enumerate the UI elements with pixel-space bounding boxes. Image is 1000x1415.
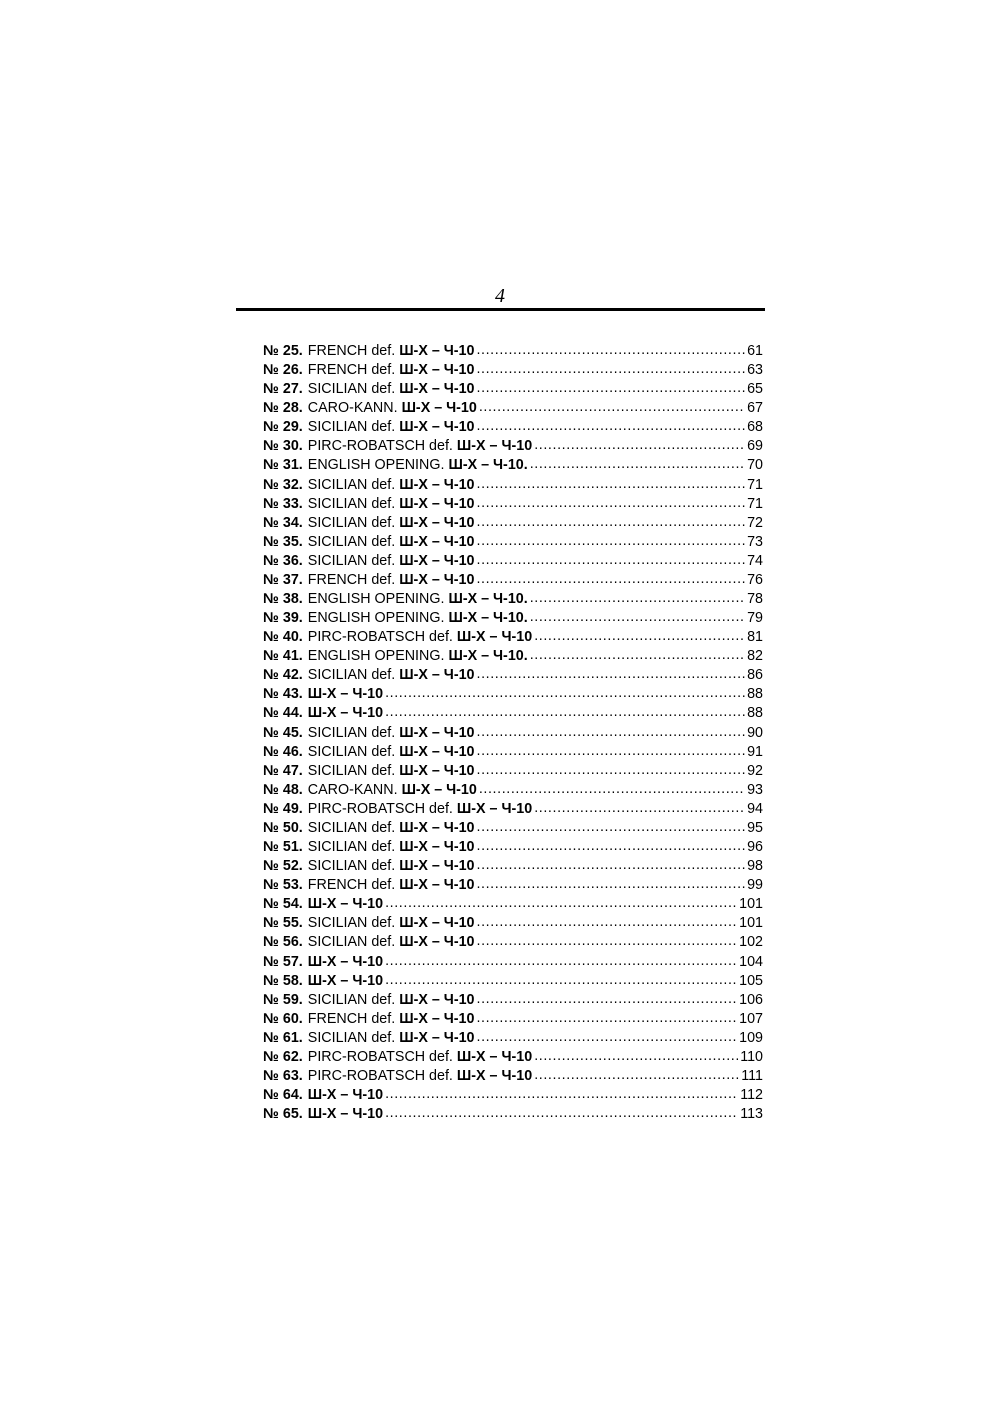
entry-number: № 36. — [263, 552, 303, 569]
dot-leader — [534, 627, 745, 646]
dot-leader — [477, 818, 746, 837]
entry-number: № 38. — [263, 591, 303, 608]
toc-entry[interactable] — [263, 361, 763, 380]
dot-leader — [477, 723, 746, 742]
entry-number: № 62. — [263, 1048, 303, 1065]
dot-leader — [530, 589, 745, 608]
entry-opening: SICILIAN def. — [307, 819, 396, 836]
dot-leader — [385, 1104, 738, 1123]
entry-players: Ш-Х – Ч-10 — [401, 781, 477, 798]
entry-opening: PIRC-ROBATSCH def. — [307, 438, 453, 455]
entry-number: № 30. — [263, 438, 303, 455]
dot-leader — [534, 799, 745, 818]
toc-entry[interactable] — [263, 437, 763, 456]
toc-entry[interactable] — [263, 762, 763, 781]
dot-leader — [477, 913, 738, 932]
entry-number: № 49. — [263, 800, 303, 817]
dot-leader — [476, 1009, 737, 1028]
dot-leader — [477, 1028, 738, 1047]
toc-entry[interactable] — [263, 1105, 763, 1124]
toc-entry[interactable] — [263, 533, 763, 552]
entry-number: № 43. — [263, 686, 303, 703]
entry-players: Ш-Х – Ч-10 — [399, 571, 475, 588]
dot-leader — [477, 513, 746, 532]
page-number: 4 — [495, 285, 505, 307]
entry-page-number: 63 — [747, 362, 763, 379]
entry-page-number: 112 — [740, 1087, 763, 1104]
entry-opening: SICILIAN def. — [307, 991, 396, 1008]
entry-number: № 41. — [263, 648, 303, 665]
entry-page-number: 81 — [747, 629, 763, 646]
entry-players: Ш-Х – Ч-10 — [399, 762, 475, 779]
entry-page-number: 107 — [739, 1010, 763, 1027]
entry-opening: PIRC-ROBATSCH def. — [307, 800, 453, 817]
entry-opening: SICILIAN def. — [307, 915, 396, 932]
entry-page-number: 88 — [747, 686, 763, 703]
entry-page-number: 88 — [747, 705, 763, 722]
toc-entry[interactable] — [263, 552, 763, 571]
entry-page-number: 68 — [747, 419, 763, 436]
dot-leader — [385, 703, 745, 722]
toc-entry[interactable] — [263, 895, 763, 914]
entry-players: Ш-Х – Ч-10 — [456, 800, 533, 817]
dot-leader — [476, 341, 745, 360]
dot-leader — [477, 837, 746, 856]
entry-players: Ш-Х – Ч-10 — [399, 343, 475, 359]
entry-opening: SICILIAN def. — [307, 476, 396, 493]
dot-leader — [477, 532, 746, 551]
entry-page-number: 86 — [747, 667, 763, 684]
toc-entry[interactable] — [263, 724, 763, 743]
entry-players: Ш-Х – Ч-10. — [448, 648, 528, 665]
entry-opening: SICILIAN def. — [307, 495, 396, 512]
entry-number: № 44. — [263, 705, 303, 722]
entry-players: Ш-Х – Ч-10 — [399, 552, 475, 569]
toc-entry[interactable] — [263, 609, 763, 628]
entry-page-number: 98 — [747, 858, 763, 875]
entry-players: Ш-Х – Ч-10 — [399, 819, 475, 836]
entry-page-number: 73 — [747, 533, 763, 550]
entry-players: Ш-Х – Ч-10 — [399, 667, 475, 684]
entry-number: № 58. — [263, 972, 303, 989]
entry-players: Ш-Х – Ч-10 — [307, 686, 384, 703]
entry-number: № 46. — [263, 743, 303, 760]
entry-players: Ш-Х – Ч-10. — [448, 591, 528, 608]
entry-opening: SICILIAN def. — [307, 743, 396, 760]
entry-players: Ш-Х – Ч-10 — [399, 495, 475, 512]
toc-entry[interactable] — [263, 590, 763, 609]
toc-entry[interactable] — [263, 647, 763, 666]
entry-number: № 34. — [263, 514, 303, 531]
entry-number: № 25. — [263, 343, 303, 359]
entry-page-number: 106 — [739, 991, 763, 1008]
entry-page-number: 74 — [747, 552, 763, 569]
toc-entry[interactable] — [263, 1029, 763, 1048]
toc-entry[interactable] — [263, 800, 763, 819]
entry-opening: PIRC-ROBATSCH def. — [307, 1048, 453, 1065]
table-of-contents — [263, 342, 763, 1124]
entry-page-number: 109 — [739, 1029, 763, 1046]
entry-opening: SICILIAN def. — [307, 724, 396, 741]
toc-entry[interactable] — [263, 495, 763, 514]
entry-players: Ш-Х – Ч-10 — [307, 953, 384, 970]
entry-players: Ш-Х – Ч-10 — [307, 705, 384, 722]
toc-entry[interactable] — [263, 399, 763, 418]
entry-number: № 31. — [263, 457, 303, 474]
entry-opening: CARO-KANN. — [307, 400, 398, 417]
entry-number: № 50. — [263, 819, 303, 836]
entry-opening: PIRC-ROBATSCH def. — [307, 1067, 453, 1084]
toc-entry[interactable] — [263, 1067, 763, 1086]
entry-players: Ш-Х – Ч-10 — [399, 743, 475, 760]
entry-number: № 29. — [263, 419, 303, 436]
toc-entry[interactable] — [263, 704, 763, 723]
dot-leader — [477, 932, 738, 951]
entry-page-number: 91 — [747, 743, 763, 760]
entry-page-number: 67 — [747, 400, 763, 417]
entry-players: Ш-Х – Ч-10 — [307, 896, 384, 913]
entry-page-number: 104 — [739, 953, 763, 970]
entry-number: № 27. — [263, 381, 303, 398]
toc-entry[interactable] — [263, 456, 763, 475]
entry-opening: FRENCH def. — [307, 1010, 396, 1027]
entry-number: № 47. — [263, 762, 303, 779]
entry-players: Ш-Х – Ч-10 — [456, 629, 533, 646]
toc-entry[interactable] — [263, 914, 763, 933]
toc-entry[interactable] — [263, 1010, 763, 1029]
entry-number: № 55. — [263, 915, 303, 932]
toc-entry[interactable] — [263, 514, 763, 533]
entry-opening: SICILIAN def. — [307, 858, 396, 875]
toc-entry[interactable] — [263, 418, 763, 437]
entry-page-number: 93 — [747, 781, 763, 798]
dot-leader — [534, 436, 745, 455]
entry-page-number: 69 — [747, 438, 763, 455]
toc-entry[interactable] — [263, 1048, 763, 1067]
entry-page-number: 101 — [739, 896, 763, 913]
entry-players: Ш-Х – Ч-10 — [307, 1087, 384, 1104]
entry-page-number: 61 — [747, 343, 763, 359]
entry-page-number: 94 — [747, 800, 763, 817]
toc-entry[interactable] — [263, 571, 763, 590]
toc-entry[interactable] — [263, 342, 763, 361]
dot-leader — [534, 1047, 738, 1066]
entry-players: Ш-Х – Ч-10 — [399, 877, 475, 894]
entry-opening: SICILIAN def. — [307, 1029, 396, 1046]
entry-number: № 28. — [263, 400, 303, 417]
toc-entry[interactable] — [263, 476, 763, 495]
entry-number: № 53. — [263, 877, 303, 894]
entry-number: № 37. — [263, 571, 303, 588]
entry-players: Ш-Х – Ч-10 — [307, 1106, 384, 1123]
entry-page-number: 101 — [739, 915, 763, 932]
entry-number: № 56. — [263, 934, 303, 951]
entry-players: Ш-Х – Ч-10 — [456, 1067, 533, 1084]
entry-page-number: 78 — [747, 591, 763, 608]
toc-entry[interactable] — [263, 972, 763, 991]
entry-number: № 60. — [263, 1010, 303, 1027]
entry-number: № 26. — [263, 362, 303, 379]
entry-players: Ш-Х – Ч-10 — [399, 476, 475, 493]
toc-entry[interactable] — [263, 991, 763, 1010]
entry-number: № 59. — [263, 991, 303, 1008]
entry-page-number: 105 — [739, 972, 763, 989]
entry-page-number: 71 — [747, 476, 763, 493]
entry-page-number: 72 — [747, 514, 763, 531]
dot-leader — [385, 952, 737, 971]
entry-players: Ш-Х – Ч-10 — [399, 533, 475, 550]
entry-players: Ш-Х – Ч-10 — [399, 381, 475, 398]
entry-opening: SICILIAN def. — [307, 839, 396, 856]
toc-entry[interactable] — [263, 876, 763, 895]
entry-players: Ш-Х – Ч-10. — [448, 457, 528, 474]
entry-page-number: 65 — [747, 381, 763, 398]
entry-number: № 57. — [263, 953, 303, 970]
dot-leader — [477, 417, 746, 436]
entry-number: № 42. — [263, 667, 303, 684]
entry-players: Ш-Х – Ч-10 — [399, 1010, 475, 1027]
entry-page-number: 79 — [747, 610, 763, 627]
entry-page-number: 102 — [739, 934, 763, 951]
dot-leader — [530, 608, 745, 627]
entry-number: № 39. — [263, 610, 303, 627]
entry-page-number: 99 — [747, 877, 763, 894]
entry-number: № 64. — [263, 1087, 303, 1104]
entry-players: Ш-Х – Ч-10 — [399, 724, 475, 741]
entry-players: Ш-Х – Ч-10 — [401, 400, 477, 417]
toc-entry[interactable] — [263, 1086, 763, 1105]
dot-leader — [477, 551, 746, 570]
entry-number: № 63. — [263, 1067, 303, 1084]
toc-entry[interactable] — [263, 819, 763, 838]
entry-opening: ENGLISH OPENING. — [307, 648, 445, 665]
entry-page-number: 76 — [747, 571, 763, 588]
dot-leader — [530, 455, 745, 474]
entry-number: № 51. — [263, 839, 303, 856]
entry-page-number: 111 — [741, 1067, 763, 1084]
dot-leader — [385, 684, 745, 703]
entry-opening: SICILIAN def. — [307, 381, 396, 398]
entry-page-number: 82 — [747, 648, 763, 665]
dot-leader — [534, 1066, 739, 1085]
toc-entry[interactable] — [263, 666, 763, 685]
toc-entry[interactable] — [263, 838, 763, 857]
dot-leader — [530, 646, 745, 665]
entry-number: № 48. — [263, 781, 303, 798]
toc-entry[interactable] — [263, 685, 763, 704]
entry-opening: FRENCH def. — [307, 362, 396, 379]
toc-entry[interactable] — [263, 857, 763, 876]
entry-number: № 32. — [263, 476, 303, 493]
entry-players: Ш-Х – Ч-10 — [456, 1048, 533, 1065]
entry-number: № 52. — [263, 858, 303, 875]
entry-page-number: 96 — [747, 839, 763, 856]
dot-leader — [479, 398, 745, 417]
entry-players: Ш-Х – Ч-10 — [399, 915, 475, 932]
toc-entry[interactable] — [263, 628, 763, 647]
toc-entry[interactable] — [263, 953, 763, 972]
toc-entry[interactable] — [263, 933, 763, 952]
dot-leader — [476, 570, 745, 589]
entry-number: № 61. — [263, 1029, 303, 1046]
dot-leader — [476, 875, 745, 894]
entry-players: Ш-Х – Ч-10 — [399, 362, 475, 379]
entry-opening: SICILIAN def. — [307, 762, 396, 779]
entry-opening: ENGLISH OPENING. — [307, 591, 445, 608]
entry-opening: SICILIAN def. — [307, 667, 396, 684]
header-rule — [236, 308, 765, 311]
entry-players: Ш-Х – Ч-10 — [399, 1029, 475, 1046]
toc-entry[interactable] — [263, 743, 763, 762]
entry-players: Ш-Х – Ч-10 — [399, 934, 475, 951]
entry-number: № 65. — [263, 1106, 303, 1123]
entry-page-number: 110 — [740, 1048, 763, 1065]
dot-leader — [385, 1085, 738, 1104]
entry-number: № 45. — [263, 724, 303, 741]
entry-players: Ш-Х – Ч-10 — [399, 514, 475, 531]
entry-page-number: 92 — [747, 762, 763, 779]
dot-leader — [477, 856, 746, 875]
entry-opening: PIRC-ROBATSCH def. — [307, 629, 453, 646]
entry-players: Ш-Х – Ч-10 — [399, 991, 475, 1008]
entry-players: Ш-Х – Ч-10 — [399, 839, 475, 856]
entry-players: Ш-Х – Ч-10 — [399, 419, 475, 436]
entry-opening: SICILIAN def. — [307, 514, 396, 531]
entry-opening: ENGLISH OPENING. — [307, 457, 445, 474]
entry-players: Ш-Х – Ч-10 — [456, 438, 533, 455]
entry-opening: FRENCH def. — [307, 343, 396, 359]
dot-leader — [385, 971, 737, 990]
entry-page-number: 95 — [747, 819, 763, 836]
entry-opening: FRENCH def. — [307, 571, 396, 588]
entry-page-number: 71 — [747, 495, 763, 512]
dot-leader — [477, 990, 738, 1009]
entry-opening: SICILIAN def. — [307, 419, 396, 436]
entry-number: № 40. — [263, 629, 303, 646]
dot-leader — [477, 761, 746, 780]
entry-players: Ш-Х – Ч-10 — [307, 972, 384, 989]
dot-leader — [385, 894, 737, 913]
entry-opening: CARO-KANN. — [307, 781, 398, 798]
entry-number: № 54. — [263, 896, 303, 913]
entry-page-number: 70 — [747, 457, 763, 474]
entry-players: Ш-Х – Ч-10 — [399, 858, 475, 875]
dot-leader — [477, 665, 746, 684]
entry-number: № 33. — [263, 495, 303, 512]
dot-leader — [477, 379, 746, 398]
toc-entry[interactable] — [263, 380, 763, 399]
dot-leader — [477, 475, 746, 494]
dot-leader — [477, 494, 746, 513]
entry-number: № 35. — [263, 533, 303, 550]
entry-opening: SICILIAN def. — [307, 934, 396, 951]
entry-page-number: 113 — [740, 1106, 763, 1123]
toc-entry[interactable] — [263, 781, 763, 800]
dot-leader — [479, 780, 745, 799]
dot-leader — [477, 742, 746, 761]
entry-opening: SICILIAN def. — [307, 552, 396, 569]
dot-leader — [476, 360, 745, 379]
entry-opening: SICILIAN def. — [307, 533, 396, 550]
entry-opening: FRENCH def. — [307, 877, 396, 894]
entry-players: Ш-Х – Ч-10. — [448, 610, 528, 627]
entry-page-number: 90 — [747, 724, 763, 741]
entry-opening: ENGLISH OPENING. — [307, 610, 445, 627]
